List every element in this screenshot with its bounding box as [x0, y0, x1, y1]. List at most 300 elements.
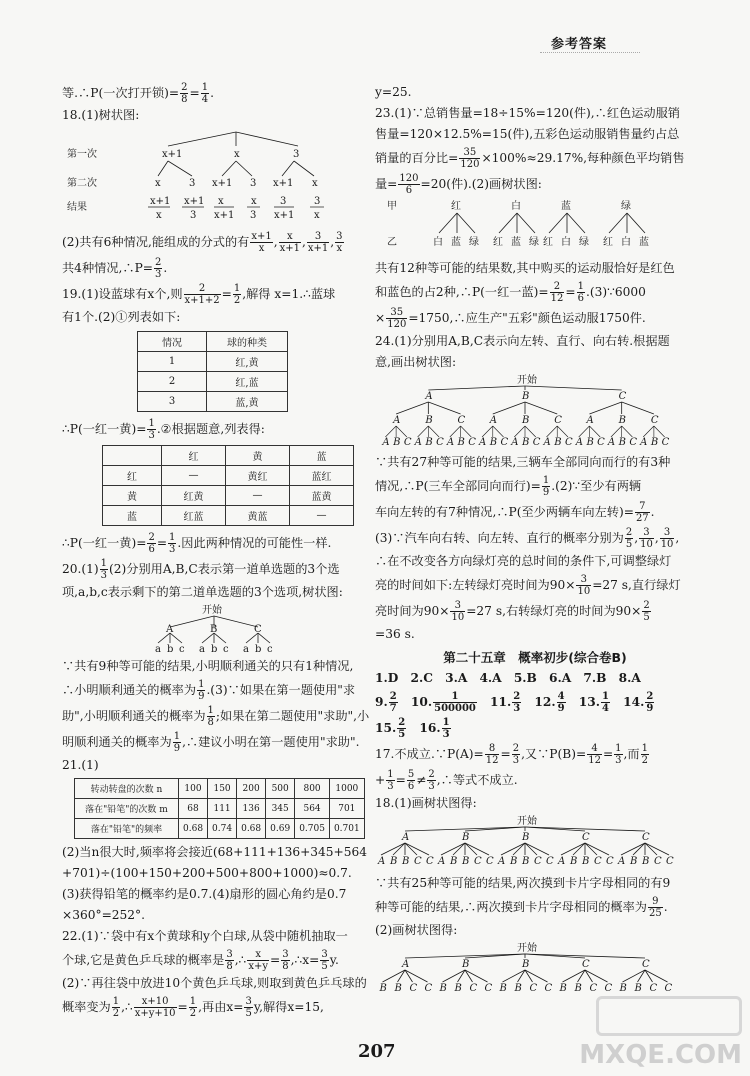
tree-node: B — [642, 856, 650, 867]
tree-diagram-18r2 — [375, 941, 695, 997]
fraction: $\frac{x+1}{x}$ — [251, 231, 272, 254]
table-spinner-frequency — [74, 778, 365, 839]
tree-node: B — [522, 856, 530, 867]
tree-node: A — [586, 415, 594, 426]
tree-row-label: 结果 — [67, 202, 87, 213]
tree-node: B — [499, 983, 507, 994]
tree-node: C — [532, 437, 541, 448]
text-line: 等.∴P(一次打开锁)= $\frac{2}{8}$ = $\frac{1}{4}$ . — [62, 82, 214, 105]
fraction: $\frac{120}{6}$ — [399, 173, 419, 196]
fraction: $\frac{4}{12}$ — [588, 743, 601, 766]
answer-line: 1.D 2.C 3.A 4.A 5.B 6.A 7.B 8.A — [375, 671, 641, 685]
fraction: $\frac{x+10}{x+y+10}$ — [134, 996, 176, 1019]
text-line: 24.(1)分别用A,B,C表示向左转、直行、向右转.根据题 — [375, 334, 670, 348]
fraction: $\frac{2}{3}$ — [154, 257, 162, 280]
right-column — [375, 82, 695, 1000]
text-line: 个球,它是黄色乒乓球的概率是 $\frac{3}{8}$ ,∴ $\frac{x}{x+y}$ = $\frac{3}{8}$ ,∴x= $\frac{3}{5}$ y. — [62, 949, 339, 972]
tree-node: C — [546, 856, 554, 867]
tree-node: A — [498, 856, 506, 867]
tree-diagram-18r — [375, 814, 695, 870]
svg-text:x: x — [156, 210, 162, 221]
text-line: 种等可能的结果,∴两次摸到卡片字母相同的概率为 $\frac{9}{25}$ . — [375, 896, 668, 919]
svg-text:红: 红 — [493, 237, 503, 248]
q21-heading: 21.(1) — [62, 758, 99, 772]
text-line: 17.不成立.∵P(A)= $\frac{8}{12}$ = $\frac{2}{3}$ ,又∵P(B)= $\frac{4}{12}$ = $\frac{1}{3}$ ,而 $\frac{1}{2}$ — [375, 743, 648, 766]
text-line: ∵共有27种等可能的结果,三辆车全部同向而行的有3种 — [375, 455, 671, 469]
tree-row-label: 第一次 — [67, 149, 97, 160]
tree-node: A — [558, 856, 566, 867]
svg-text:蓝: 蓝 — [451, 237, 461, 248]
tree-node: B — [618, 437, 627, 448]
tree-edge — [461, 426, 472, 437]
text-line: 售量=120×12.5%=15(件),五彩色运动服销售量约占总 — [375, 127, 680, 141]
answer-line: 15. $\frac{2}{5}$ 16. $\frac{1}{3}$ — [375, 717, 450, 740]
text-line: 23.(1)∵总销售量=18÷15%=120(件),∴红色运动服销 — [375, 106, 680, 120]
fraction: $\frac{2}{3}$ — [513, 691, 521, 714]
q18-heading: 18.(1)树状图: — [62, 108, 140, 122]
fraction: $\frac{1}{6}$ — [577, 281, 584, 304]
fraction: $\frac{7}{27}$ — [635, 501, 649, 524]
tree-node: C — [500, 437, 509, 448]
page-number: 207 — [358, 1041, 396, 1062]
table-row: 落在"铅笔"的频率 0.68 0.74 0.68 0.69 0.705 0.701 — [75, 819, 365, 839]
tree-edge — [465, 843, 477, 855]
tree-edge — [501, 843, 525, 855]
fraction: $\frac{8}{12}$ — [485, 743, 499, 766]
tree-node: B — [570, 856, 578, 867]
running-header: 参考答案 — [551, 37, 608, 52]
tree-results — [148, 196, 324, 221]
tree-node: B — [522, 391, 530, 402]
fraction: $\frac{35}{120}$ — [460, 147, 480, 170]
tree-node: x+1 — [162, 149, 183, 160]
tree-edge — [557, 426, 568, 437]
tree-node: B — [425, 415, 433, 426]
tree-edge — [621, 843, 645, 855]
tree-node: x — [155, 178, 161, 189]
tree-node: x+1 — [273, 178, 294, 189]
tree-edge — [622, 426, 633, 437]
fraction: $\frac{1}{8}$ — [207, 705, 214, 728]
svg-text:白: 白 — [561, 237, 571, 248]
fraction: $\frac{1}{4}$ — [602, 691, 609, 714]
tree-node: C — [486, 856, 494, 867]
text-line: 车向左转的有7种情况,∴P(至少两辆车向左转)= $\frac{7}{27}$ . — [375, 501, 655, 524]
tree-node: B — [522, 959, 530, 970]
fraction: $\frac{3}{10}$ — [451, 600, 465, 623]
tree-node: A — [393, 415, 401, 426]
tree-node: B — [489, 437, 498, 448]
text-line: 项,a,b,c表示剩下的第二道单选题的3个选项,树状图: — [62, 585, 343, 599]
tree-node: B — [554, 437, 562, 448]
tree-node: C — [582, 959, 590, 970]
text-line: 和蓝色的占2种,∴P(一红一蓝)= $\frac{2}{12}$ = $\frac{1}{6}$ .(3)∵6000 — [375, 281, 646, 304]
tree-edge — [525, 843, 549, 855]
text-line: (2)∵再往袋中放进10个黄色乒乓球,则取到黄色乒乓球的 — [62, 976, 367, 990]
fraction: $\frac{1}{4}$ — [201, 82, 209, 105]
tree-edge — [493, 402, 525, 414]
svg-text:x: x — [218, 196, 224, 207]
tree-node: B — [586, 437, 594, 448]
fraction: $\frac{1}{3}$ — [387, 769, 394, 792]
tree-node: C — [618, 391, 627, 402]
svg-text:绿: 绿 — [579, 237, 589, 248]
tree-node: C — [436, 437, 444, 448]
table-row: 黄 红黄 — 蓝黄 — [103, 486, 354, 506]
tree-edge — [579, 426, 590, 437]
text-line: + $\frac{1}{3}$ = $\frac{5}{6}$ ≠ $\frac{2}{3}$ ,∴等式不成立. — [375, 769, 518, 792]
text-line: y=25. — [375, 85, 412, 99]
fraction: $\frac{2}{5}$ — [625, 527, 633, 550]
svg-text:a: a — [155, 644, 161, 653]
tree-node: 开始 — [517, 375, 537, 386]
table-row: 1 红,黄 — [138, 352, 288, 372]
table-row: 红 — 黄红 蓝红 — [103, 466, 354, 486]
tree-edge — [428, 386, 525, 390]
tree-node: C — [403, 437, 412, 448]
fraction: $\frac{3}{10}$ — [577, 574, 591, 597]
tree-node: B — [619, 983, 627, 994]
tree-node: C — [642, 959, 650, 970]
tree-edge — [405, 843, 417, 855]
fraction: $\frac{3}{10}$ — [660, 527, 674, 550]
answer-line: 9. $\frac{2}{7}$ 10. $\frac{1}{500000}$ 11. $\frac{2}{3}$ 12. $\frac{4}{9}$ 13. $\frac{1}{4}$ 14. $\frac{2}{9}$ — [375, 691, 654, 714]
text-line: ∴小明顺利通关的概率为 $\frac{1}{9}$ .(3)∵如果在第一题使用"求 — [62, 679, 356, 702]
tree-diagram-23 — [375, 197, 695, 255]
text-line: 共有12种等可能的结果数,其中购买的运动服恰好是红色 — [375, 261, 675, 275]
tree-node: C — [534, 856, 542, 867]
tree-edge — [453, 843, 465, 855]
tree-node: B — [462, 856, 470, 867]
tree-node: C — [606, 856, 614, 867]
svg-text:c: c — [179, 644, 185, 653]
text-line: 助",小明顺利通关的概率为 $\frac{1}{8}$ ;如果在第二题使用"求助",小 — [62, 705, 370, 728]
tree-node: A — [382, 437, 390, 448]
tree-node: B — [393, 437, 401, 448]
tree-node: B — [574, 983, 582, 994]
svg-text:x: x — [251, 196, 257, 207]
tree-node: x+1 — [212, 178, 233, 189]
text-line: 量= $\frac{120}{6}$ =20(件).(2)画树状图: — [375, 173, 542, 196]
tree-edge — [561, 843, 585, 855]
svg-text:绿: 绿 — [529, 237, 539, 248]
tree-node: B — [457, 437, 465, 448]
table-row: 3 蓝,黄 — [138, 392, 288, 412]
text-line: ∴P(一红一黄)= $\frac{2}{6}$ = $\frac{1}{3}$ .因此两种情况的可能性一样. — [62, 532, 332, 555]
text-line: =36 s. — [375, 627, 415, 641]
text-line: 情况,∴P(三车全部同向而行)= $\frac{1}{9}$ .(2)∵至少有两辆 — [375, 475, 642, 498]
tree-node: C — [474, 856, 482, 867]
svg-text:x: x — [314, 210, 320, 221]
fraction: $\frac{1}{3}$ — [100, 558, 108, 581]
svg-text:b: b — [167, 644, 174, 653]
tree-edge — [385, 426, 396, 437]
tree-edge — [428, 426, 439, 437]
fraction: $\frac{5}{6}$ — [407, 769, 415, 792]
tree-edge — [622, 402, 654, 414]
fraction: $\frac{1}{2}$ — [112, 996, 120, 1019]
text-line: 亮时间为90× $\frac{3}{10}$ =27 s,右转绿灯亮的时间为90× $\frac{2}{5}$ — [375, 600, 650, 623]
table-row: 2 红,蓝 — [138, 372, 288, 392]
tree-edge — [643, 426, 654, 437]
fraction: $\frac{2}{x+1+2}$ — [184, 283, 220, 306]
fraction: $\frac{3}{x}$ — [336, 231, 343, 254]
tree-node: B — [510, 856, 518, 867]
text-line: (2)当n很大时,频率将会接近(68+111+136+345+564 — [62, 845, 368, 859]
tree-node: C — [589, 983, 598, 994]
svg-text:红: 红 — [543, 237, 553, 248]
tree-node: 开始 — [517, 816, 537, 827]
tree-edge — [645, 843, 669, 855]
tree-node: A — [489, 415, 498, 426]
svg-text:x+1: x+1 — [150, 196, 171, 207]
text-line: ∴P(一红一黄)= $\frac{1}{3}$ .②根据题意,列表得: — [62, 418, 265, 441]
text-line: (3)获得铅笔的概率约是0.7.(4)扇形的圆心角约是0.7 — [62, 887, 347, 901]
tree-node: A — [575, 437, 583, 448]
tree-node: C — [649, 983, 658, 994]
table-row: 转动转盘的次数 n 100 150 200 500 800 1000 — [75, 779, 365, 799]
svg-text:3: 3 — [190, 210, 197, 221]
tree-node: A — [414, 437, 422, 448]
svg-text:b: b — [211, 644, 218, 653]
tree-edge — [585, 843, 609, 855]
text-line: 有1个.(2)①列表如下: — [62, 310, 181, 324]
tree-node: A — [446, 437, 455, 448]
tree-node: C — [666, 856, 674, 867]
fraction: $\frac{1}{9}$ — [198, 679, 205, 702]
fraction: $\frac{2}{6}$ — [148, 532, 155, 555]
fraction: $\frac{2}{7}$ — [389, 691, 397, 714]
svg-text:白: 白 — [511, 201, 521, 212]
table-ball-kinds: 情况 球的种类 1 红,黄 2 红,蓝 3 蓝,黄 — [137, 331, 288, 412]
svg-text:蓝: 蓝 — [561, 201, 571, 212]
text-line: ∵共有25种等可能的结果,两次摸到卡片字母相同的有9 — [375, 876, 671, 890]
tree-node: A — [618, 856, 626, 867]
svg-text:b: b — [255, 644, 262, 653]
tree-node: B — [650, 437, 659, 448]
text-line: 亮的时间如下:左转绿灯亮时间为90× $\frac{3}{10}$ =27 s,直行绿灯 — [375, 574, 681, 597]
tree-edge — [405, 843, 429, 855]
tree-edge — [465, 843, 489, 855]
fraction: $\frac{1}{3}$ — [169, 532, 176, 555]
tree-row-label: 第二次 — [67, 178, 97, 189]
text-line: +701)÷(100+150+200+500+800+1000)≈0.7. — [62, 866, 352, 880]
fraction: $\frac{3}{8}$ — [282, 949, 289, 972]
tree-edge — [654, 426, 665, 437]
fraction: $\frac{4}{9}$ — [557, 691, 565, 714]
svg-text:3: 3 — [280, 196, 287, 207]
svg-text:c: c — [223, 644, 229, 653]
svg-text:a: a — [243, 644, 249, 653]
tree-node: C — [484, 983, 493, 994]
tree-edge — [573, 843, 585, 855]
text-line: 22.(1)∵袋中有x个黄球和y个白球,从袋中随机抽取一 — [62, 929, 348, 943]
svg-text:绿: 绿 — [621, 201, 631, 212]
text-line: (3)∵汽车向右转、向左转、直行的概率分别为 $\frac{2}{5}$ , $\frac{3}{10}$ , $\frac{3}{10}$ , — [375, 527, 680, 550]
text-line: 概率变为 $\frac{1}{2}$ ,∴ $\frac{x+10}{x+y+10}$ = $\frac{1}{2}$ ,再由x= $\frac{3}{5}$ y,解得x=15, — [62, 996, 324, 1019]
tree-node: 开始 — [202, 605, 222, 616]
fraction: $\frac{35}{120}$ — [387, 307, 407, 330]
tree-node: B — [559, 983, 567, 994]
tree-edge — [645, 843, 657, 855]
svg-text:白: 白 — [621, 237, 631, 248]
tree-edge — [513, 843, 525, 855]
text-line: ×360°=252°. — [62, 908, 146, 922]
tree-node: C — [554, 415, 562, 426]
table-row: 蓝 红蓝 黄蓝 — — [103, 506, 354, 526]
tree-edge — [585, 843, 597, 855]
fraction: $\frac{2}{9}$ — [646, 691, 654, 714]
watermark-logo — [596, 996, 742, 1036]
tree-node: C — [409, 983, 418, 994]
text-line: 20.(1) $\frac{1}{3}$ (2)分别用A,B,C表示第一道单选题的3个选 — [62, 558, 340, 581]
fraction: $\frac{1}{2}$ — [233, 283, 241, 306]
tree-node: B — [425, 437, 433, 448]
text-line: (2)共有6种情况,能组成的分式的有 $\frac{x+1}{x}$ , $\frac{x}{x+1}$ , $\frac{3}{x+1}$ , $\frac{3}{x}$ — [62, 231, 343, 254]
tree-node: B — [450, 856, 458, 867]
tree-node: A — [479, 437, 487, 448]
tree-node: B — [379, 983, 387, 994]
fraction: $\frac{1}{9}$ — [173, 731, 181, 754]
tree-node: C — [582, 832, 590, 843]
tree-edge — [396, 402, 428, 414]
tree-node: B — [582, 856, 590, 867]
tree-node: C — [254, 624, 262, 635]
fraction: $\frac{1}{2}$ — [189, 996, 197, 1019]
tree-node: A — [640, 437, 648, 448]
tree-edge — [633, 843, 645, 855]
tree-edge — [546, 426, 557, 437]
text-line: 意,画出树状图: — [375, 355, 457, 369]
tree-node: A — [166, 624, 174, 635]
tree-node: B — [462, 959, 470, 970]
tree-edge — [525, 954, 645, 958]
tree-diagram-18 — [62, 126, 367, 226]
tree-node: B — [462, 832, 470, 843]
fraction: $\frac{2}{3}$ — [428, 769, 435, 792]
fraction: $\frac{9}{25}$ — [649, 896, 662, 919]
fraction: $\frac{2}{3}$ — [512, 743, 520, 766]
svg-text:红: 红 — [451, 201, 461, 212]
tree-edge — [611, 426, 622, 437]
left-column — [62, 82, 370, 1020]
tree-node: 3 — [189, 178, 196, 189]
tree-node: A — [425, 391, 433, 402]
svg-text:蓝: 蓝 — [511, 237, 521, 248]
tree-node: B — [618, 415, 627, 426]
tree-node: C — [457, 415, 466, 426]
fraction: $\frac{3}{x+1}$ — [307, 231, 329, 254]
fraction: $\frac{2}{5}$ — [643, 600, 650, 623]
tree-node: C — [664, 983, 673, 994]
text-line: 销量的百分比= $\frac{35}{120}$ ×100%≈29.17%,每种颜色平均销售 — [375, 147, 685, 170]
tree-edge — [493, 426, 504, 437]
svg-text:3: 3 — [250, 210, 257, 221]
text-line: × $\frac{35}{120}$ =1750,∴应生产"五彩"颜色运动服1750件. — [375, 307, 646, 330]
table-row: 落在"铅笔"的次数 m 68 111 136 345 564 701 — [75, 799, 365, 819]
svg-text:c: c — [267, 644, 273, 653]
tree-node: C — [426, 856, 434, 867]
tree-node: B — [402, 856, 410, 867]
tree-node: C — [661, 437, 670, 448]
text-line: 18.(1)画树状图得: — [375, 796, 477, 810]
tree-node: B — [634, 983, 642, 994]
tree-node: 3 — [250, 178, 257, 189]
tree-node: A — [378, 856, 386, 867]
tree-node: B — [394, 983, 402, 994]
tree-node: C — [564, 437, 573, 448]
tree-node: B — [514, 983, 522, 994]
tree-node: C — [594, 856, 602, 867]
fraction: $\frac{3}{5}$ — [245, 996, 252, 1019]
text-line: ∵共有9种等可能的结果,小明顺利通关的只有1种情况, — [62, 659, 354, 673]
svg-text:红: 红 — [603, 237, 613, 248]
tree-edge — [514, 426, 525, 437]
tree-node: C — [629, 437, 638, 448]
svg-text:a: a — [199, 644, 205, 653]
tree-node: A — [607, 437, 616, 448]
tree-edge — [393, 843, 405, 855]
header-rule — [540, 52, 640, 53]
tree-diagram-20 — [62, 603, 367, 653]
tree-node: B — [522, 832, 530, 843]
tree-edge — [525, 426, 536, 437]
fraction: $\frac{3}{10}$ — [640, 527, 653, 550]
tree-node: C — [424, 983, 433, 994]
tree-diagram-24 — [375, 373, 695, 449]
tree-row-label: 甲 — [387, 201, 397, 212]
tree-node: 开始 — [517, 943, 537, 954]
tree-node: C — [597, 437, 605, 448]
tree-node: B — [522, 437, 530, 448]
tree-row-label: 乙 — [387, 237, 397, 248]
tree-node: C — [469, 983, 478, 994]
tree-node: B — [522, 415, 530, 426]
svg-text:x+1: x+1 — [274, 210, 295, 221]
tree-edge — [405, 954, 525, 958]
fraction: $\frac{1}{3}$ — [148, 418, 155, 441]
tree-edge — [418, 426, 429, 437]
tree-node: C — [650, 415, 659, 426]
tree-edge — [525, 402, 557, 414]
fraction: $\frac{1}{500000}$ — [434, 691, 476, 714]
tree-edge — [450, 426, 461, 437]
tree-node: 3 — [293, 149, 300, 160]
fraction: $\frac{2}{5}$ — [398, 717, 406, 740]
tree-node: A — [402, 959, 410, 970]
tree-node: C — [642, 832, 650, 843]
fraction: $\frac{1}{3}$ — [442, 717, 450, 740]
fraction: $\frac{3}{8}$ — [226, 949, 233, 972]
svg-text:绿: 绿 — [469, 237, 479, 248]
text-line: (2)画树状图得: — [375, 923, 458, 937]
tree-node: B — [390, 856, 398, 867]
tree-edge — [525, 843, 537, 855]
fraction: $\frac{2}{8}$ — [181, 82, 188, 105]
tree-node: A — [402, 832, 410, 843]
watermark-text: MXQE.COM — [579, 1040, 742, 1070]
svg-text:3: 3 — [314, 196, 321, 207]
tree-node: B — [439, 983, 447, 994]
svg-text:白: 白 — [433, 237, 443, 248]
text-line: 19.(1)设蓝球有x个,则 $\frac{2}{x+1+2}$ = $\frac{1}{2}$ ,解得 x=1.∴蓝球 — [62, 283, 336, 306]
tree-node: C — [529, 983, 538, 994]
tree-node: A — [543, 437, 551, 448]
fraction: $\frac{3}{5}$ — [321, 949, 328, 972]
tree-edge — [381, 843, 405, 855]
text-line: ∴在不改变各方向绿灯亮的总时间的条件下,可调整绿灯 — [375, 554, 672, 568]
tree-node: C — [468, 437, 476, 448]
